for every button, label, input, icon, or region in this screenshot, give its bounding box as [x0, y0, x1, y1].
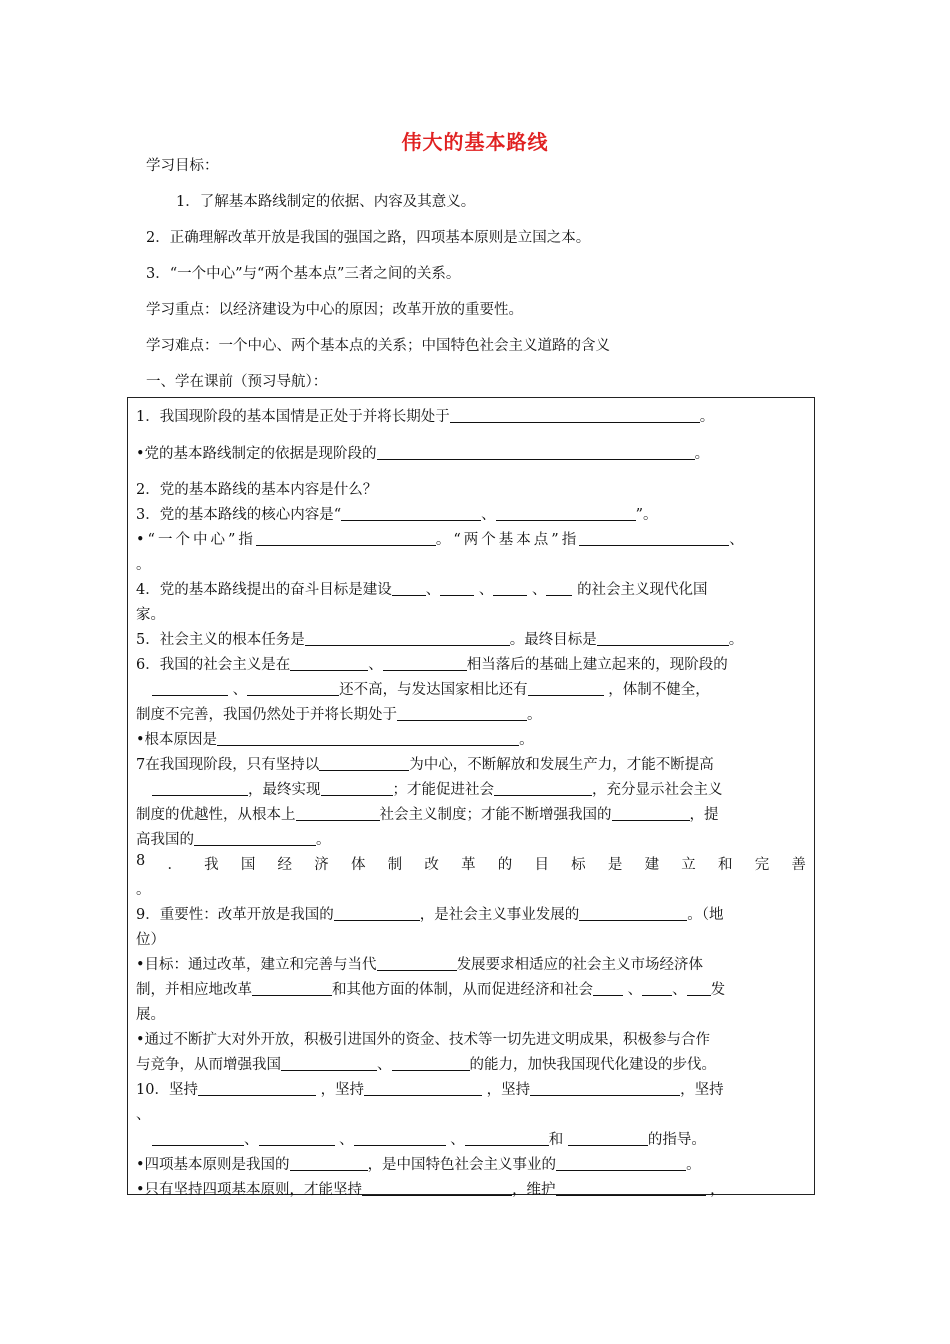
blank[interactable] — [493, 581, 527, 596]
difficult-point: 学习难点：一个中心、两个基本点的关系；中国特色社会主义道路的含义 — [146, 338, 610, 354]
blank[interactable] — [281, 1056, 377, 1071]
blank[interactable] — [305, 631, 510, 646]
section-heading: 一、学在课前（预习导航）： — [146, 374, 328, 390]
blank[interactable] — [334, 906, 420, 921]
blank[interactable] — [642, 981, 672, 996]
blank[interactable] — [377, 445, 695, 460]
q9-line-2: 位） — [136, 932, 165, 948]
blank[interactable] — [556, 1156, 686, 1171]
blank[interactable] — [377, 956, 457, 971]
q8-line: 8 ． 我 国 经 济 体 制 改 革 的 目 标 是 建 立 和 完 善 — [136, 853, 806, 873]
q1-line: 1．我国现阶段的基本国情是正处于并将长期处于 。 — [136, 409, 715, 425]
blank[interactable] — [612, 806, 690, 821]
blank[interactable] — [440, 581, 474, 596]
blank[interactable] — [364, 1081, 482, 1096]
objective-2: 2．正确理解改革开放是我国的强国之路，四项基本原则是立国之本。 — [146, 230, 591, 246]
blank[interactable] — [397, 706, 527, 721]
q7-line-4: 高我国的 。 — [136, 832, 331, 848]
q9-open-line: •通过不断扩大对外开放，积极引进国外的资金、技术等一切先进文明成果，积极参与合作 — [136, 1032, 711, 1048]
blank[interactable] — [217, 731, 519, 746]
blank[interactable] — [568, 1131, 648, 1146]
q4-line: 4．党的基本路线提出的奋斗目标是建设 、 、 、 的社会主义现代化国 — [136, 582, 708, 598]
blank[interactable] — [341, 506, 481, 521]
q6-line: 6．我国的社会主义是在 、 相当落后的基础上建立起来的，现阶段的 — [136, 657, 728, 673]
blank[interactable] — [494, 781, 592, 796]
q6-line-2: 、 还不高，与发达国家相比还有 ，体制不健全， — [152, 678, 710, 699]
q2-line: 2．党的基本路线的基本内容是什么？ — [136, 482, 378, 498]
objective-1: 1．了解基本路线制定的依据、内容及其意义。 — [176, 194, 476, 210]
q9-line: 9．重要性：改革开放是我国的 ，是社会主义事业发展的 。（地 — [136, 907, 724, 923]
q10-principle-line-2: •只有坚持四项基本原则，才能坚持 ，维护 ， — [136, 1182, 725, 1198]
q3-line: 3．党的基本路线的核心内容是“ 、 ”。 — [136, 507, 658, 523]
blank[interactable] — [530, 1081, 680, 1096]
q9-open-line-2: 与竞争，从而增强我国 、 的能力，加快我国现代化建设的步伐。 — [136, 1057, 716, 1073]
blank[interactable] — [198, 1081, 316, 1096]
blank[interactable] — [290, 656, 368, 671]
blank[interactable] — [362, 1181, 512, 1196]
blank[interactable] — [152, 681, 228, 696]
q6-reason-line: •根本原因是 。 — [136, 732, 534, 748]
blank[interactable] — [496, 506, 636, 521]
q10-line-3: 、 、 、 和 的指导。 — [152, 1128, 706, 1149]
blank[interactable] — [597, 631, 729, 646]
blank[interactable] — [152, 1131, 244, 1146]
q9-goal-line-3: 展。 — [136, 1007, 165, 1023]
blank[interactable] — [450, 408, 700, 423]
blank[interactable] — [392, 1056, 470, 1071]
blank[interactable] — [465, 1131, 549, 1146]
q6-line-3: 制度不完善，我国仍然处于并将长期处于 。 — [136, 707, 542, 723]
blank[interactable] — [354, 1131, 446, 1146]
objective-3: 3．“一个中心”与“两个基本点”三者之间的关系。 — [146, 266, 461, 282]
blank[interactable] — [593, 981, 623, 996]
q8-end: 。 — [136, 882, 151, 898]
blank[interactable] — [687, 981, 711, 996]
q10-principle-line: •四项基本原则是我国的 ，是中国特色社会主义事业的 。 — [136, 1157, 701, 1173]
q9-goal-line: •目标：通过改革，建立和完善与当代 发展要求相适应的社会主义市场经济体 — [136, 957, 704, 973]
q10-line: 10．坚持 ，坚持 ，坚持 ，坚持 — [136, 1082, 724, 1098]
blank[interactable] — [383, 656, 467, 671]
blank[interactable] — [259, 1131, 335, 1146]
blank[interactable] — [546, 581, 572, 596]
blank[interactable] — [321, 781, 393, 796]
q9-goal-line-2: 制，并相应地改革 和其他方面的体制，从而促进经济和社会 、 、 发 — [136, 982, 726, 998]
blank[interactable] — [256, 531, 436, 546]
key-point: 学习重点：以经济建设为中心的原因；改革开放的重要性。 — [146, 302, 523, 318]
q10-line-2: 、 — [136, 1107, 151, 1123]
blank[interactable] — [290, 1156, 368, 1171]
blank[interactable] — [252, 981, 332, 996]
blank[interactable] — [152, 781, 248, 796]
blank[interactable] — [247, 681, 339, 696]
blank[interactable] — [579, 531, 729, 546]
blank[interactable] — [392, 581, 426, 596]
blank[interactable] — [319, 756, 409, 771]
q1-basis-line: •党的基本路线制定的依据是现阶段的 。 — [136, 446, 710, 462]
blank[interactable] — [556, 1181, 706, 1196]
blank[interactable] — [194, 831, 316, 846]
q5-line: 5．社会主义的根本任务是 。最终目标是 。 — [136, 632, 744, 648]
q7-line: 7在我国现阶段，只有坚持以 为中心，不断解放和发展生产力，才能不断提高 — [136, 757, 714, 773]
q3-end: 。 — [136, 557, 151, 573]
q4-line-2: 家。 — [136, 607, 165, 623]
q3-center-line: •“一个中心”指 。“两个基本点”指 、 — [136, 532, 744, 548]
page-title: 伟大的基本路线 — [401, 130, 549, 154]
q7-line-2: ，最终实现 ；才能促进社会 ，充分显示社会主义 — [152, 778, 723, 799]
q7-line-3: 制度的优越性，从根本上 社会主义制度；才能不断增强我国的 ，提 — [136, 807, 719, 823]
blank[interactable] — [296, 806, 380, 821]
objectives-heading: 学习目标： — [146, 158, 219, 174]
blank[interactable] — [579, 906, 687, 921]
blank[interactable] — [528, 681, 604, 696]
